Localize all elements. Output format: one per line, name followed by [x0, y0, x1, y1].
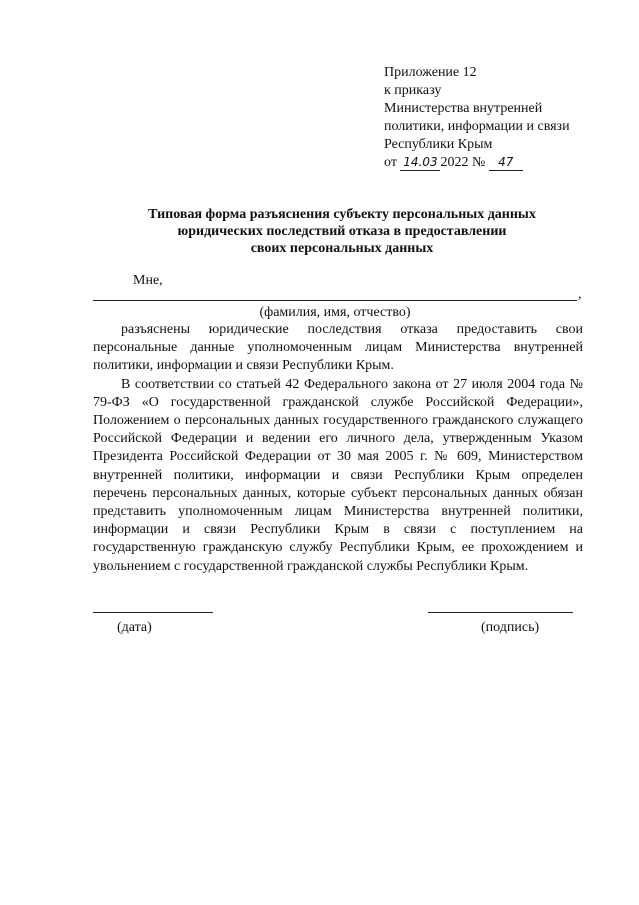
- signature-blank-line[interactable]: [428, 612, 573, 613]
- title-line: своих персональных данных: [250, 241, 434, 256]
- handwritten-order-number: 47: [489, 154, 523, 171]
- body-paragraph: разъяснены юридические последствия отказа предоставить свои персональные данные уполномоченным лицам Министерства внутренней политики, информации и связи Республики Крым.: [93, 322, 583, 374]
- date-prefix: от: [384, 155, 397, 170]
- appendix-block: [384, 64, 570, 172]
- fio-blank-line[interactable]: [93, 300, 577, 301]
- me-label: Мне,: [133, 273, 163, 288]
- date-caption: (дата): [117, 620, 152, 635]
- appendix-date-line: [384, 154, 570, 172]
- signature-caption: (подпись): [481, 620, 540, 635]
- date-blank-line[interactable]: [93, 612, 213, 613]
- body-text: [93, 321, 583, 576]
- fio-comma: ,: [578, 287, 582, 302]
- title-line: юридических последствий отказа в предоставлении: [177, 224, 507, 239]
- appendix-line: Министерства внутренней: [384, 101, 543, 116]
- title-line: Типовая форма разъяснения субъекту персональных данных: [148, 207, 536, 222]
- order-year: 2022 №: [440, 155, 486, 170]
- body-paragraph: В соответствии со статьей 42 Федерального закона от 27 июля 2004 года № 79-ФЗ «О государственной гражданской службе Российской Федерации», Положением о персональных данных государственного гражданского служащего Российской Федерации и ведении его личного дела, утвержденным Указом Президента Российской Федерации от 30 мая 2005 г. № 609, Министерством внутренней политики, информации и связи Республики Крым определен перечень персональных данных, которые субъект персональных данных обязан представить уполномоченным лицам Министерства внутренней политики, информации и связи Республики Крым в связи с поступлением на государственную гражданскую службу Республики Крым, ее прохождением и увольнением с государственной гражданской службы Республики Крым.: [93, 376, 583, 574]
- appendix-line: Республики Крым: [384, 137, 493, 152]
- appendix-line: политики, информации и связи: [384, 119, 570, 134]
- form-title: [95, 206, 589, 257]
- fio-caption: (фамилия, имя, отчество): [259, 305, 411, 320]
- appendix-line: Приложение 12: [384, 65, 477, 80]
- handwritten-date: 14.03: [400, 154, 440, 171]
- appendix-line: к приказу: [384, 83, 442, 98]
